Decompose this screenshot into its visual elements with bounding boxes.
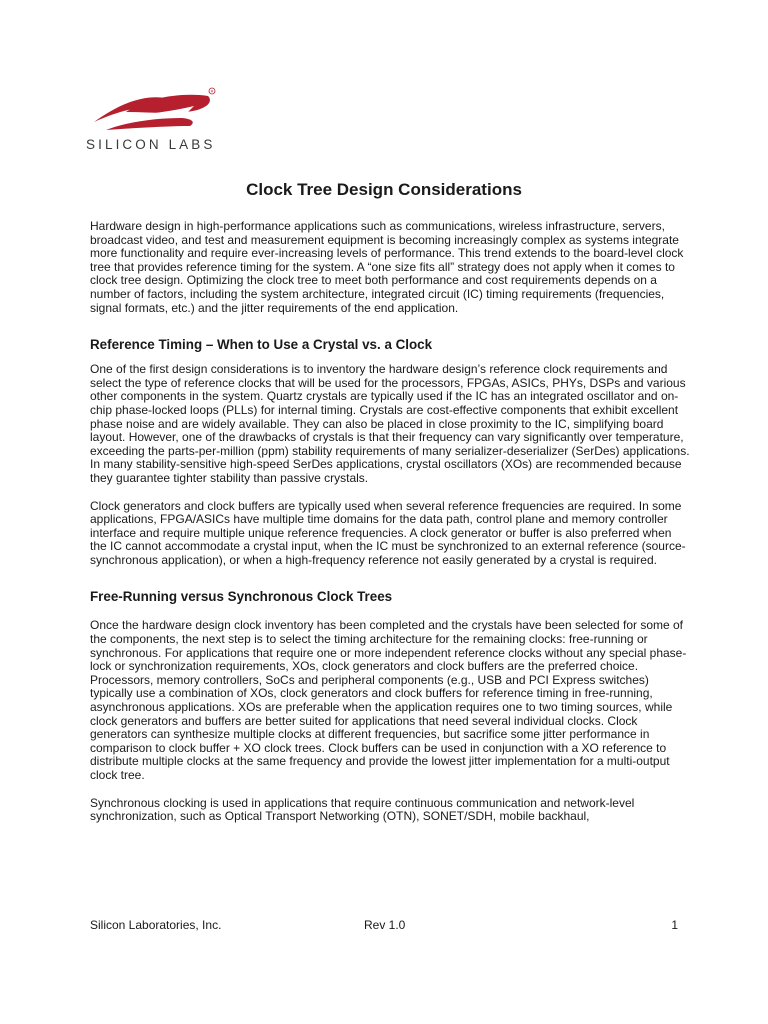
svg-text:R: R <box>210 88 214 94</box>
paragraph-free-running-2: Synchronous clocking is used in applications that require continuous communication and network-level synchronization, such as Optical Transport Networking (OTN), SONET/SDH, mobile backhaul, <box>90 795 635 824</box>
intro-paragraph: Hardware design in high-performance applications such as communications, wireless infrastructure, servers, broadcast video, and test and measurement equipment is becoming increasingly complex as systems integrate more functionality and require ever-increasing levels of performance. This trend extends to the board-level clock tree that provides reference timing for the system. A “one size fits all” strategy does not apply when it comes to clock tree design. Optimizing the clock tree to meet both performance and cost requirements depends on a number of factors, including the system architecture, integrated circuit (IC) timing requirements (frequencies, signal formats, etc.) and the jitter requirements of the end application. <box>90 219 684 315</box>
company-logo-text: SILICON LABS <box>86 137 216 152</box>
footer-revision: Rev 1.0 <box>364 918 406 932</box>
document-body <box>90 220 690 824</box>
page-footer <box>90 918 678 934</box>
paragraph-free-running-1: Once the hardware design clock inventory has been completed and the crystals have been selected for some of the components, the next step is to select the timing architecture for the remaining clocks: free-running or synchronous. For applications that require one or more independent reference clocks without any special phase-lock or synchronization requirements, XOs, clock generators and clock buffers are the preferred choice. Processors, memory controllers, SoCs and peripheral components (e.g., USB and PCI Express switches) typically use a combination of XOs, clock generators and clock buffers for reference timing in free-running, asynchronous applications. XOs are preferable when the application requires one to two timing sources, while clock generators and buffers are better suited for applications that need several individual clocks. Clock generators can synthesize multiple clocks at different frequencies, but sacrifice some jitter performance in comparison to clock buffer + XO clock trees. Clock buffers can be used in conjunction with a XO reference to distribute multiple clocks at the same frequency and provide the lowest jitter implementation for a multi-output clock tree. <box>90 618 687 782</box>
paragraph-reference-timing-2: Clock generators and clock buffers are typically used when several reference frequencies are required. In some applications, FPGA/ASICs have multiple time domains for the data path, control plane and memory controller interface and require multiple unique reference frequencies. A clock generator or buffer is also preferred when the IC cannot accommodate a crystal input, when the IC must be synchronized to an external reference (source-synchronous application), or when a high-frequency reference not easily generated by a crystal is required. <box>90 498 686 567</box>
section-heading-reference-timing: Reference Timing – When to Use a Crystal vs. a Clock <box>90 337 433 353</box>
document-title: Clock Tree Design Considerations <box>246 180 522 199</box>
silicon-labs-logo <box>86 86 226 158</box>
footer-page-number: 1 <box>671 918 678 932</box>
silicon-labs-swoosh-icon <box>86 86 226 136</box>
paragraph-reference-timing-1: One of the first design considerations is to inventory the hardware design’s reference clock requirements and select the type of reference clocks that will be used for the processors, FPGAs, ASICs, PHYs, DSPs and various other components in the system. Quartz crystals are typically used if the IC has an integrated oscillator and on-chip phase-locked loops (PLLs) for internal timing. Crystals are cost-effective components that exhibit excellent phase noise and are widely available. They can also be placed in close proximity to the IC, simplifying board layout. However, one of the drawbacks of crystals is that their frequency can vary significantly over temperature, exceeding the parts-per-million (ppm) stability requirements of many serializer-deserializer (SerDes) applications. In many stability-sensitive high-speed SerDes applications, crystal oscillators (XOs) are recommended because they guarantee tighter stability than passive crystals. <box>90 362 690 485</box>
section-heading-free-running: Free-Running versus Synchronous Clock Trees <box>90 589 393 605</box>
footer-company: Silicon Laboratories, Inc. <box>90 918 222 932</box>
